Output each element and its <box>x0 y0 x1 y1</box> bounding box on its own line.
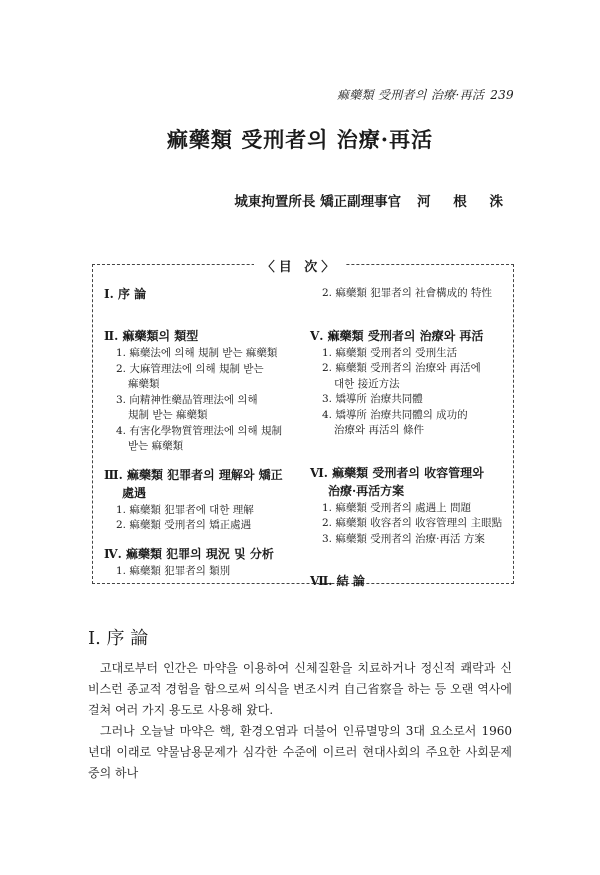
byline <box>234 190 512 210</box>
toc-item: 3. 向精神性藥品管理法에 의해 <box>116 393 258 406</box>
paragraph: 그러나 오늘날 마약은 핵, 환경오염과 더불어 인류멸망의 3대 요소로서 1960년대 이래로 약물남용문제가 심각한 수준에 이르러 현대사회의 주요한 사회문제중의 하나 <box>88 724 512 780</box>
paragraph: 고대로부터 인간은 마약을 이용하여 신체질환을 치료하거나 정신적 쾌락과 신비스런 종교적 경험을 함으로써 의식을 변조시켜 自己省察을 하는 등 오랜 역사에 걸쳐 여러 가지 용도로 사용해 왔다. <box>88 661 512 717</box>
toc-item: 痲藥類 <box>128 378 160 390</box>
article-title: 痲藥類 受刑者의 治療·再活 <box>166 127 434 152</box>
toc-item: 2. 痲藥類 收容者의 收容管理의 主眼點 <box>322 517 503 529</box>
toc-section-title: Ⅶ. 結 論 <box>310 574 365 588</box>
toc-label: 〈目 次〉 <box>0 256 600 275</box>
toc-item: 4. 有害化學物質管理法에 의해 規制 <box>116 424 282 437</box>
running-head <box>337 86 514 103</box>
toc-section-title: 治療·再活方案 <box>328 483 405 498</box>
toc-section <box>310 328 510 439</box>
toc-right-column <box>310 286 510 601</box>
toc-item: 2. 痲藥類 犯罪者의 社會構成的 特性 <box>322 287 493 299</box>
toc-item: 받는 痲藥類 <box>128 440 184 452</box>
toc-section-title: Ⅱ. 痲藥類의 類型 <box>104 329 199 343</box>
toc-item: 1. 痲藥類 犯罪者의 類別 <box>116 564 231 577</box>
toc-item: 4. 矯導所 治療共同體의 成功的 <box>322 408 468 421</box>
toc-item: 1. 痲藥法에 의해 規制 받는 痲藥類 <box>116 347 278 359</box>
toc-section-title: Ⅲ. 痲藥類 犯罪者의 理解와 矯正 <box>104 467 283 482</box>
toc-item: 2. 大麻管理法에 의해 規制 받는 <box>116 362 264 375</box>
toc-section <box>104 467 304 534</box>
body-text <box>88 658 512 784</box>
toc-item: 2. 痲藥類 受刑者의 矯正處遇 <box>116 519 252 531</box>
toc-item: 3. 痲藥類 受刑者의 治療·再活 方案 <box>322 532 485 545</box>
toc-section-title: Ⅰ. 序 論 <box>104 287 147 301</box>
toc-item: 3. 矯導所 治療共同體 <box>322 393 423 405</box>
toc-section-title: Ⅵ. 痲藥類 受刑者의 收容管理와 <box>310 465 484 480</box>
toc-section <box>310 286 510 302</box>
page-number: 239 <box>490 88 514 102</box>
author-name: 河 根 洙 <box>417 194 512 210</box>
toc-section-title: 處遇 <box>122 485 147 500</box>
toc-section <box>310 465 510 548</box>
toc-item: 治療와 再活의 條件 <box>334 424 424 436</box>
author-affiliation: 城東拘置所長 矯正副理事官 <box>234 194 402 210</box>
toc-left-column <box>104 286 304 591</box>
section-heading: Ⅰ. 序 論 <box>88 628 149 649</box>
toc-item: 2. 痲藥類 受刑者의 治療와 再活에 <box>322 362 481 374</box>
toc-item: 1. 痲藥類 受刑者의 處遇上 問題 <box>322 501 472 514</box>
toc-item: 대한 接近方法 <box>334 377 400 390</box>
toc-section <box>104 286 304 302</box>
toc-section <box>104 328 304 455</box>
toc-item: 1. 痲藥類 受刑者의 受刑生活 <box>322 346 458 359</box>
toc-section-title: Ⅳ. 痲藥類 犯罪의 現況 및 分析 <box>104 546 274 561</box>
toc-section <box>104 546 304 580</box>
toc-section <box>310 573 510 589</box>
toc-item: 規制 받는 痲藥類 <box>128 409 208 421</box>
toc-section-title: Ⅴ. 痲藥類 受刑者의 治療와 再活 <box>310 328 484 343</box>
running-head-title: 痲藥類 受刑者의 治療·再活 <box>336 88 485 102</box>
toc-item: 1. 痲藥類 犯罪者에 대한 理解 <box>116 503 254 516</box>
